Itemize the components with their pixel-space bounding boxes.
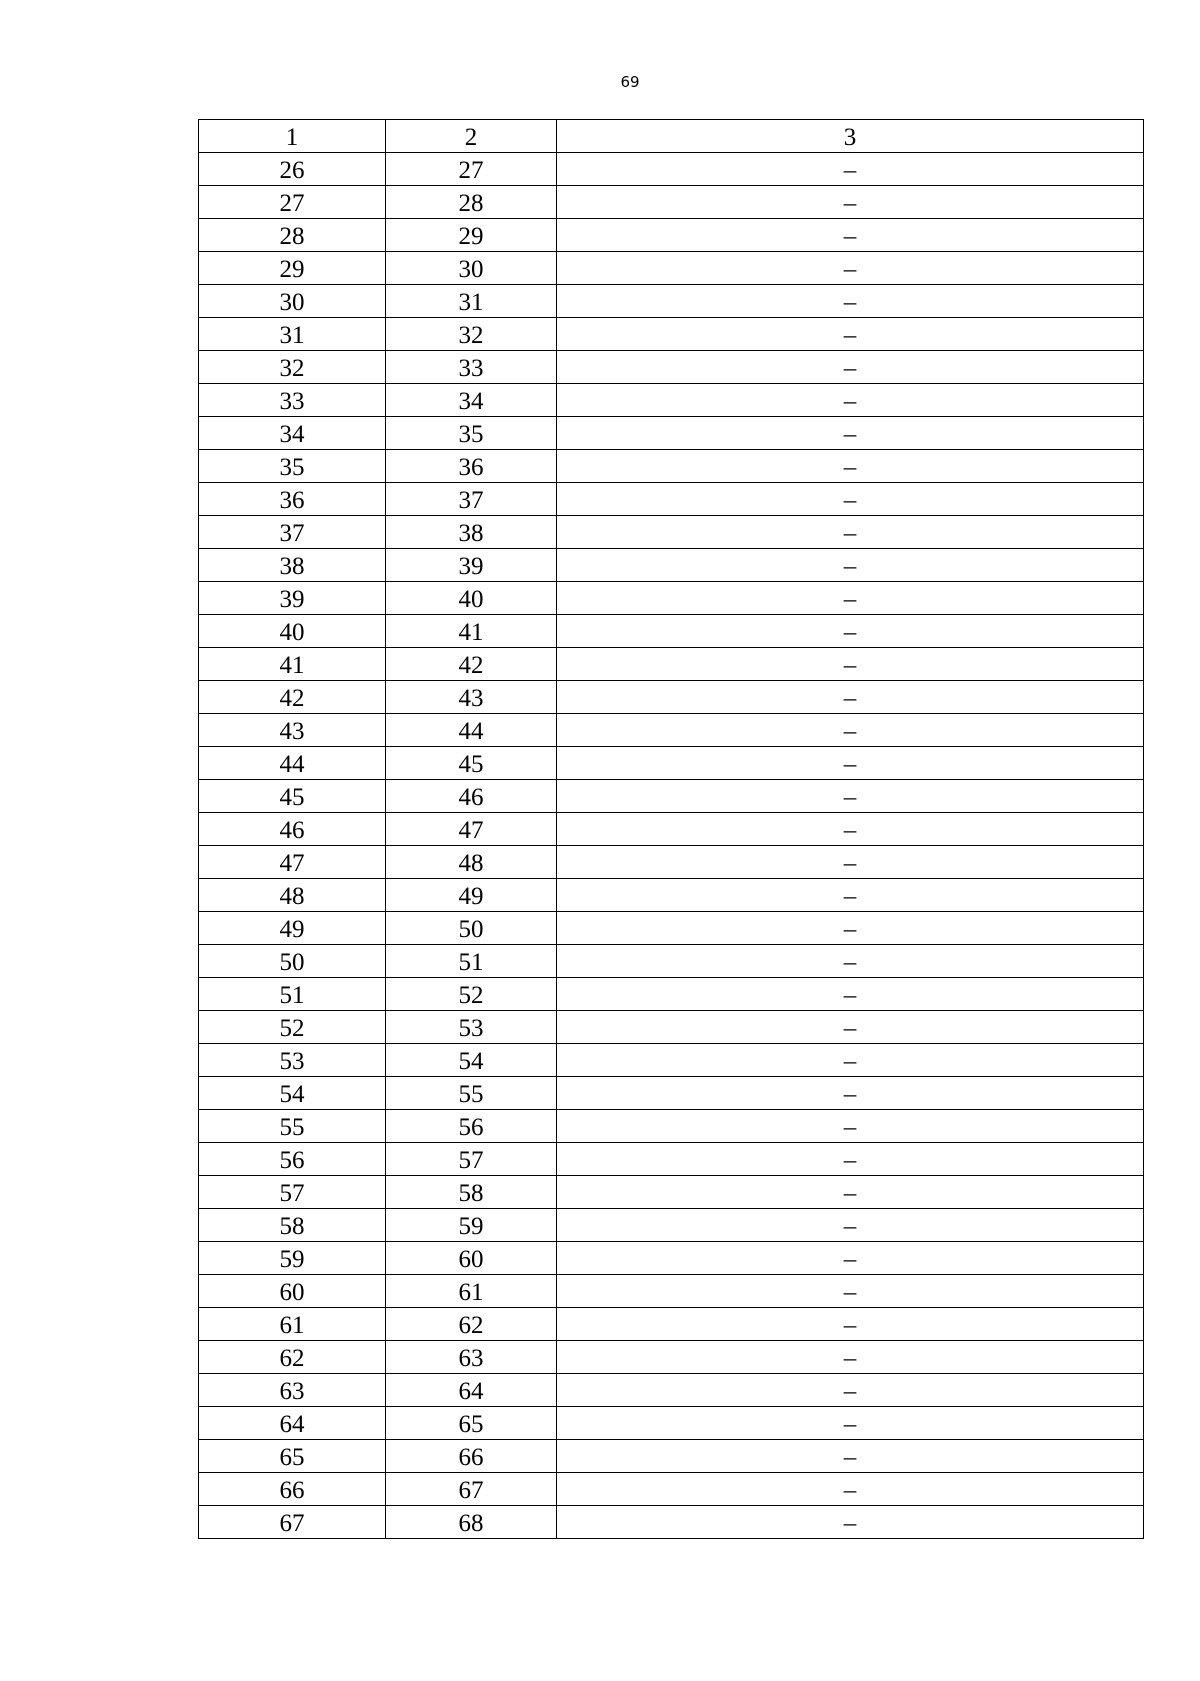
table-cell-col2: 60 — [386, 1242, 557, 1275]
table-cell-col2: 39 — [386, 549, 557, 582]
table-cell-col3: – — [557, 582, 1144, 615]
table-row — [199, 384, 1144, 417]
table-cell-col1: 43 — [199, 714, 386, 747]
table-row — [199, 1242, 1144, 1275]
table-cell-col1: 44 — [199, 747, 386, 780]
table-cell-col2: 61 — [386, 1275, 557, 1308]
table-cell-col2: 43 — [386, 681, 557, 714]
table-row — [199, 780, 1144, 813]
table-cell-col3: – — [557, 417, 1144, 450]
table-cell-col2: 33 — [386, 351, 557, 384]
table-row — [199, 615, 1144, 648]
table-row — [199, 1374, 1144, 1407]
table-cell-col3: – — [557, 1473, 1144, 1506]
table-cell-col2: 56 — [386, 1110, 557, 1143]
table-row — [199, 186, 1144, 219]
column-header-3: 3 — [557, 120, 1144, 153]
table-row — [199, 483, 1144, 516]
table-cell-col2: 41 — [386, 615, 557, 648]
table-cell-col3: – — [557, 1407, 1144, 1440]
table-cell-col3: – — [557, 945, 1144, 978]
table-cell-col3: – — [557, 1242, 1144, 1275]
table-cell-col3: – — [557, 813, 1144, 846]
table-cell-col3: – — [557, 714, 1144, 747]
table-cell-col3: – — [557, 681, 1144, 714]
table-cell-col1: 42 — [199, 681, 386, 714]
table-row — [199, 747, 1144, 780]
table-row — [199, 1341, 1144, 1374]
table-row — [199, 1473, 1144, 1506]
table-cell-col1: 34 — [199, 417, 386, 450]
table-cell-col2: 42 — [386, 648, 557, 681]
table-cell-col3: – — [557, 879, 1144, 912]
table-row — [199, 549, 1144, 582]
table-cell-col1: 58 — [199, 1209, 386, 1242]
table-row — [199, 714, 1144, 747]
table-cell-col2: 32 — [386, 318, 557, 351]
table-row — [199, 1506, 1144, 1539]
table-row — [199, 681, 1144, 714]
table-cell-col2: 68 — [386, 1506, 557, 1539]
table-cell-col2: 29 — [386, 219, 557, 252]
table-row — [199, 417, 1144, 450]
table-cell-col3: – — [557, 1506, 1144, 1539]
table-row — [199, 813, 1144, 846]
page-number: 69 — [620, 73, 640, 91]
table-cell-col1: 66 — [199, 1473, 386, 1506]
table-cell-col3: – — [557, 648, 1144, 681]
table-cell-col2: 28 — [386, 186, 557, 219]
table-cell-col2: 62 — [386, 1308, 557, 1341]
table-cell-col1: 32 — [199, 351, 386, 384]
table-cell-col2: 51 — [386, 945, 557, 978]
table-cell-col1: 57 — [199, 1176, 386, 1209]
table-cell-col2: 44 — [386, 714, 557, 747]
table-cell-col1: 31 — [199, 318, 386, 351]
table-cell-col1: 29 — [199, 252, 386, 285]
table-cell-col3: – — [557, 153, 1144, 186]
table-cell-col2: 55 — [386, 1077, 557, 1110]
table-row — [199, 1011, 1144, 1044]
table-cell-col3: – — [557, 1077, 1144, 1110]
table-cell-col2: 63 — [386, 1341, 557, 1374]
table-cell-col2: 36 — [386, 450, 557, 483]
table-cell-col3: – — [557, 450, 1144, 483]
table-row — [199, 1407, 1144, 1440]
table-row — [199, 516, 1144, 549]
table-cell-col1: 56 — [199, 1143, 386, 1176]
table-row — [199, 285, 1144, 318]
table-cell-col1: 67 — [199, 1506, 386, 1539]
table-cell-col3: – — [557, 1143, 1144, 1176]
table-cell-col1: 33 — [199, 384, 386, 417]
table-cell-col3: – — [557, 615, 1144, 648]
table-cell-col1: 60 — [199, 1275, 386, 1308]
table-cell-col2: 59 — [386, 1209, 557, 1242]
table-cell-col2: 31 — [386, 285, 557, 318]
table-cell-col3: – — [557, 1341, 1144, 1374]
column-header-1: 1 — [199, 120, 386, 153]
table-row — [199, 450, 1144, 483]
table-cell-col1: 36 — [199, 483, 386, 516]
table-cell-col3: – — [557, 1176, 1144, 1209]
table-cell-col1: 65 — [199, 1440, 386, 1473]
table-cell-col3: – — [557, 1110, 1144, 1143]
table-row — [199, 1077, 1144, 1110]
data-table — [198, 119, 1144, 1539]
table-row — [199, 351, 1144, 384]
table-cell-col3: – — [557, 1011, 1144, 1044]
table-cell-col3: – — [557, 1440, 1144, 1473]
table-cell-col3: – — [557, 1374, 1144, 1407]
table-row — [199, 1044, 1144, 1077]
table-cell-col1: 28 — [199, 219, 386, 252]
table-cell-col1: 51 — [199, 978, 386, 1011]
table-cell-col2: 58 — [386, 1176, 557, 1209]
table-cell-col1: 54 — [199, 1077, 386, 1110]
table-cell-col2: 53 — [386, 1011, 557, 1044]
table-cell-col3: – — [557, 186, 1144, 219]
table-cell-col1: 49 — [199, 912, 386, 945]
table-cell-col3: – — [557, 1275, 1144, 1308]
table-cell-col3: – — [557, 1044, 1144, 1077]
table-cell-col2: 45 — [386, 747, 557, 780]
table-cell-col1: 35 — [199, 450, 386, 483]
table-cell-col3: – — [557, 252, 1144, 285]
table-cell-col3: – — [557, 384, 1144, 417]
table-cell-col2: 49 — [386, 879, 557, 912]
table-row — [199, 252, 1144, 285]
table-cell-col1: 38 — [199, 549, 386, 582]
table-cell-col1: 27 — [199, 186, 386, 219]
column-header-2: 2 — [386, 120, 557, 153]
table-row — [199, 219, 1144, 252]
table-body — [199, 120, 1144, 1539]
table-cell-col2: 30 — [386, 252, 557, 285]
table-cell-col2: 65 — [386, 1407, 557, 1440]
table-cell-col2: 37 — [386, 483, 557, 516]
table-cell-col1: 62 — [199, 1341, 386, 1374]
table-cell-col3: – — [557, 318, 1144, 351]
table-row — [199, 945, 1144, 978]
table-cell-col1: 40 — [199, 615, 386, 648]
table-row — [199, 1275, 1144, 1308]
table-cell-col1: 47 — [199, 846, 386, 879]
table-cell-col2: 35 — [386, 417, 557, 450]
table-row — [199, 648, 1144, 681]
table-cell-col2: 38 — [386, 516, 557, 549]
table-cell-col3: – — [557, 549, 1144, 582]
table-row — [199, 1440, 1144, 1473]
table-cell-col3: – — [557, 351, 1144, 384]
table-cell-col2: 27 — [386, 153, 557, 186]
table-cell-col1: 37 — [199, 516, 386, 549]
table-cell-col1: 64 — [199, 1407, 386, 1440]
table-cell-col2: 52 — [386, 978, 557, 1011]
table-cell-col3: – — [557, 483, 1144, 516]
table-cell-col3: – — [557, 846, 1144, 879]
table-row — [199, 1110, 1144, 1143]
table-row — [199, 1176, 1144, 1209]
table-row — [199, 1209, 1144, 1242]
table-row — [199, 1308, 1144, 1341]
table-cell-col2: 50 — [386, 912, 557, 945]
table-cell-col2: 64 — [386, 1374, 557, 1407]
table-cell-col3: – — [557, 1209, 1144, 1242]
table-cell-col1: 63 — [199, 1374, 386, 1407]
table-cell-col1: 26 — [199, 153, 386, 186]
table-cell-col3: – — [557, 912, 1144, 945]
table-cell-col1: 46 — [199, 813, 386, 846]
table-row — [199, 153, 1144, 186]
table-cell-col3: – — [557, 1308, 1144, 1341]
table-cell-col1: 30 — [199, 285, 386, 318]
table-header-row — [199, 120, 1144, 153]
table-cell-col1: 39 — [199, 582, 386, 615]
table-cell-col2: 48 — [386, 846, 557, 879]
table-cell-col1: 41 — [199, 648, 386, 681]
table-cell-col1: 61 — [199, 1308, 386, 1341]
table-row — [199, 1143, 1144, 1176]
table-row — [199, 582, 1144, 615]
table-row — [199, 879, 1144, 912]
table-row — [199, 978, 1144, 1011]
table-cell-col3: – — [557, 285, 1144, 318]
table-cell-col2: 34 — [386, 384, 557, 417]
table-cell-col3: – — [557, 219, 1144, 252]
table-cell-col3: – — [557, 780, 1144, 813]
table-cell-col3: – — [557, 516, 1144, 549]
table-cell-col2: 54 — [386, 1044, 557, 1077]
table-row — [199, 846, 1144, 879]
table-cell-col2: 66 — [386, 1440, 557, 1473]
table-cell-col1: 48 — [199, 879, 386, 912]
table-cell-col1: 59 — [199, 1242, 386, 1275]
table-row — [199, 318, 1144, 351]
table-cell-col1: 50 — [199, 945, 386, 978]
table-cell-col2: 57 — [386, 1143, 557, 1176]
table-cell-col1: 45 — [199, 780, 386, 813]
table-cell-col1: 55 — [199, 1110, 386, 1143]
table-row — [199, 912, 1144, 945]
table-cell-col2: 46 — [386, 780, 557, 813]
table-cell-col2: 67 — [386, 1473, 557, 1506]
table-cell-col3: – — [557, 978, 1144, 1011]
table-cell-col2: 40 — [386, 582, 557, 615]
table-cell-col1: 52 — [199, 1011, 386, 1044]
table-cell-col1: 53 — [199, 1044, 386, 1077]
table-cell-col2: 47 — [386, 813, 557, 846]
table-cell-col3: – — [557, 747, 1144, 780]
